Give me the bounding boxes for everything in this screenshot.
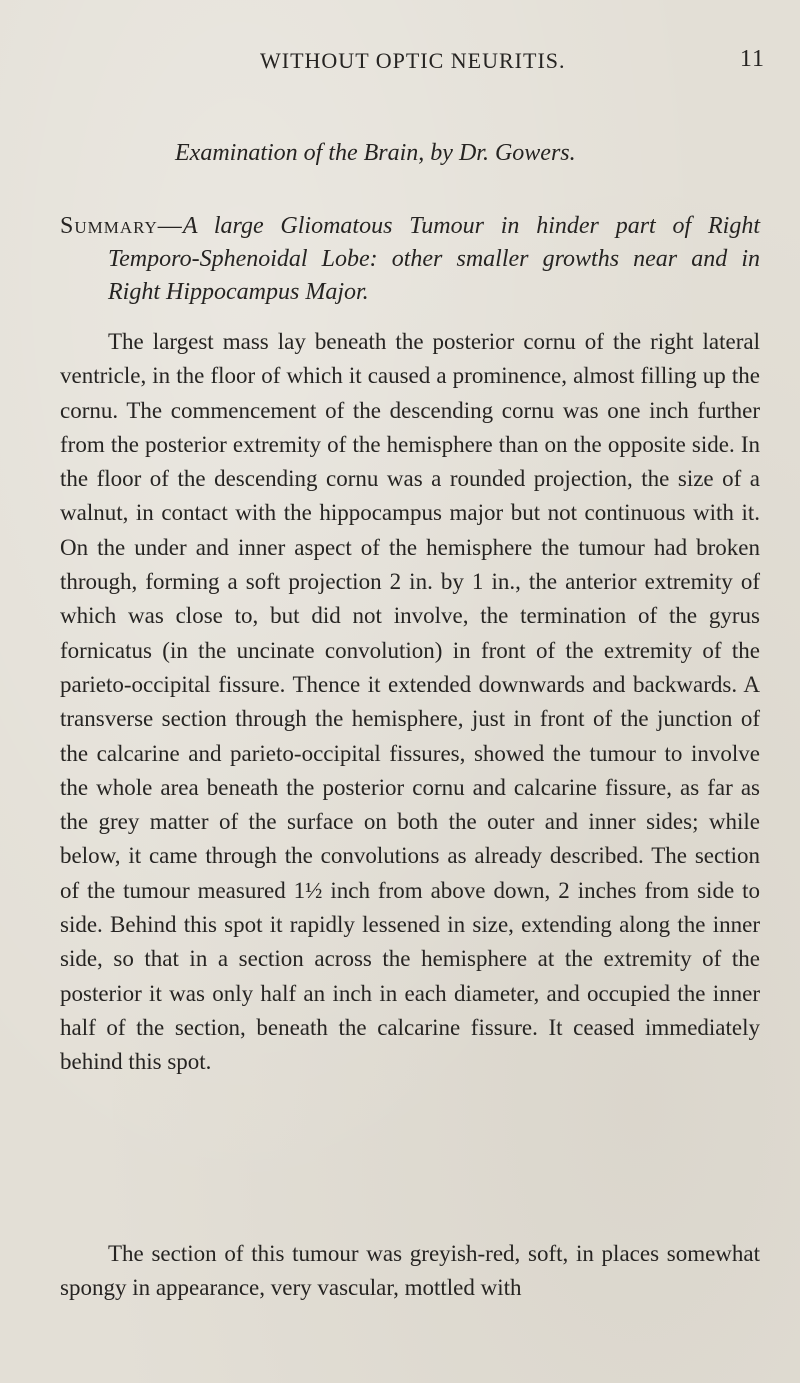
running-head: [260, 48, 765, 78]
page-number: 11: [739, 46, 765, 72]
summary-block: [60, 210, 760, 309]
summary-label: Summary—: [60, 213, 183, 239]
body-paragraph: The section of this tumour was greyish-red, soft, in places somewhat spongy in appearance, very vascular, mottled with: [60, 1241, 760, 1301]
body-paragraph: The largest mass lay beneath the posterior cornu of the right lateral ventricle, in the floor of which it caused a prominence, almost filling up the cornu. The commencement of the descending cornu was one inch further from the posterior extremity of the hemisphere than on the opposite side. In the floor of the descending cornu was a rounded projection, the size of a walnut, in contact with the hippocampus major but not continuous with it. On the under and inner aspect of the hemisphere the tumour had broken through, forming a soft projection 2 in. by 1 in., the anterior extremity of which was close to, but did not involve, the termination of the gyrus fornicatus (in the uncinate convolution) in front of the extremity of the parieto-occipital fissure. Thence it extended downwards and backwards. A transverse section through the hemisphere, just in front of the junction of the calcarine and parieto-occipital fissures, showed the tumour to involve the whole area beneath the posterior cornu and calcarine fissure, as far as the grey matter of the surface on both the outer and inner sides; while below, it came through the convolutions as already described. The section of the tumour measured 1½ inch from above down, 2 inches from side to side. Behind this spot it rapidly lessened in size, extending along the inner side, so that in a section across the hemisphere at the extremity of the posterior it was only half an inch in each diameter, and occupied the inner half of the section, beneath the calcarine fissure. It ceased immediately behind this spot.: [60, 329, 760, 1075]
running-title: WITHOUT OPTIC NEURITIS.: [260, 48, 566, 73]
summary-text: A large Gliomatous Tumour in hinder part of Right Temporo-Sphenoidal Lobe: other smaller growths near and in Right Hippocampus Major.: [108, 213, 760, 305]
section-heading: Examination of the Brain, by Dr. Gowers.: [175, 140, 576, 166]
